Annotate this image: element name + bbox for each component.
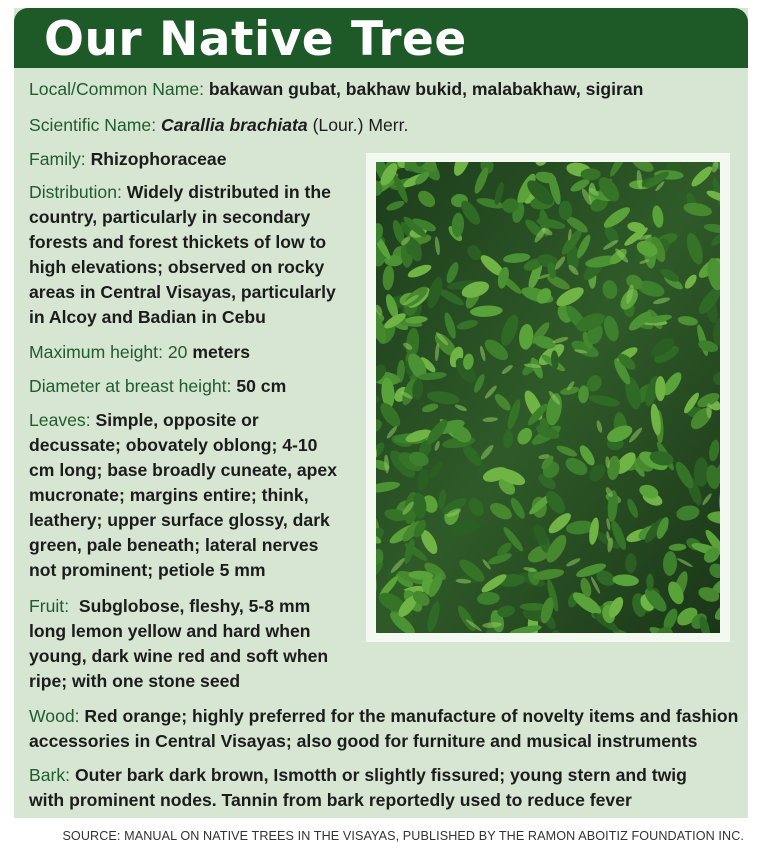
distribution-label: Distribution: — [29, 182, 122, 202]
diameter-field — [29, 374, 286, 399]
bark-field — [29, 763, 687, 813]
distribution-line: high elevations; observed on rocky — [29, 257, 325, 277]
max-height-label: Maximum height: — [29, 342, 163, 362]
distribution-line: country, particularly in secondary — [29, 207, 311, 227]
fruit-line: ripe; with one stone seed — [29, 671, 241, 691]
leaves-field — [29, 408, 337, 583]
wood-field — [29, 704, 738, 754]
page-title: Our Native Tree — [44, 12, 467, 67]
fruit-line: Subglobose, fleshy, 5-8 mm — [78, 596, 311, 616]
leaf-shape — [646, 574, 653, 592]
title-banner — [14, 8, 748, 68]
wood-line: Red orange; highly preferred for the manufacture of novelty items and fashion — [84, 706, 739, 726]
leaf-shape — [581, 168, 601, 180]
leaf-shape — [655, 376, 665, 401]
fruit-line: long lemon yellow and hard when — [29, 621, 311, 641]
scientific-name-field — [29, 113, 408, 138]
leaves-line: decussate; obovately oblong; 4-10 — [29, 435, 318, 455]
common-name-field — [29, 77, 643, 102]
scientific-name-value: Carallia brachiata — [161, 115, 308, 135]
wood-line: accessories in Central Visayas; also good for furniture and musical instruments — [29, 731, 698, 751]
max-height-unit: meters — [192, 342, 251, 362]
family-value: Rhizophoraceae — [90, 149, 227, 169]
diameter-label: Diameter at breast height: — [29, 376, 232, 396]
tree-foliage-image — [376, 162, 720, 633]
distribution-field — [29, 180, 336, 330]
common-name-value: bakawan gubat, bakhaw bukid, malabakhaw, sigiran — [208, 79, 644, 99]
leaf-shape — [559, 201, 572, 220]
distribution-line: areas in Central Visayas, particularly — [29, 282, 336, 302]
fruit-label: Fruit: — [29, 596, 70, 616]
bark-label: Bark: — [29, 765, 71, 785]
max-height-field — [29, 340, 250, 365]
fruit-line: young, dark wine red and soft when — [29, 646, 329, 666]
family-field — [29, 147, 227, 172]
leaves-line: leathery; upper surface glossy, dark — [29, 510, 330, 530]
diameter-value: 50 cm — [236, 376, 287, 396]
leaves-label: Leaves: — [29, 410, 91, 430]
scientific-name-label: Scientific Name: — [29, 115, 157, 135]
bark-line: Outer bark dark brown, Ismotth or slightly fissured; young stern and twig — [74, 765, 687, 785]
family-label: Family: — [29, 149, 86, 169]
scientific-name-author: (Lour.) Merr. — [312, 115, 409, 135]
distribution-line: Widely distributed in the — [126, 182, 331, 202]
leaves-line: mucronate; margins entire; think, — [29, 485, 309, 505]
leaves-line: cm long; base broadly cuneate, apex — [29, 460, 337, 480]
leaves-line: Simple, opposite or — [95, 410, 259, 430]
common-name-label: Local/Common Name: — [29, 79, 205, 99]
wood-label: Wood: — [29, 706, 80, 726]
leaves-line: green, pale beneath; lateral nerves — [29, 535, 319, 555]
leaves-line: not prominent; petiole 5 mm — [29, 560, 266, 580]
tree-photo — [376, 162, 720, 633]
max-height-number: 20 — [167, 342, 188, 362]
distribution-line: forests and forest thickets of low to — [29, 232, 327, 252]
fruit-field — [29, 594, 328, 694]
bark-line: with prominent nodes. Tannin from bark reportedly used to reduce fever — [29, 790, 632, 810]
distribution-line: in Alcoy and Badian in Cebu — [29, 307, 266, 327]
source-credit: SOURCE: MANUAL ON NATIVE TREES IN THE VISAYAS, PUBLISHED BY THE RAMON ABOITIZ FOUNDATION INC. — [62, 829, 744, 843]
